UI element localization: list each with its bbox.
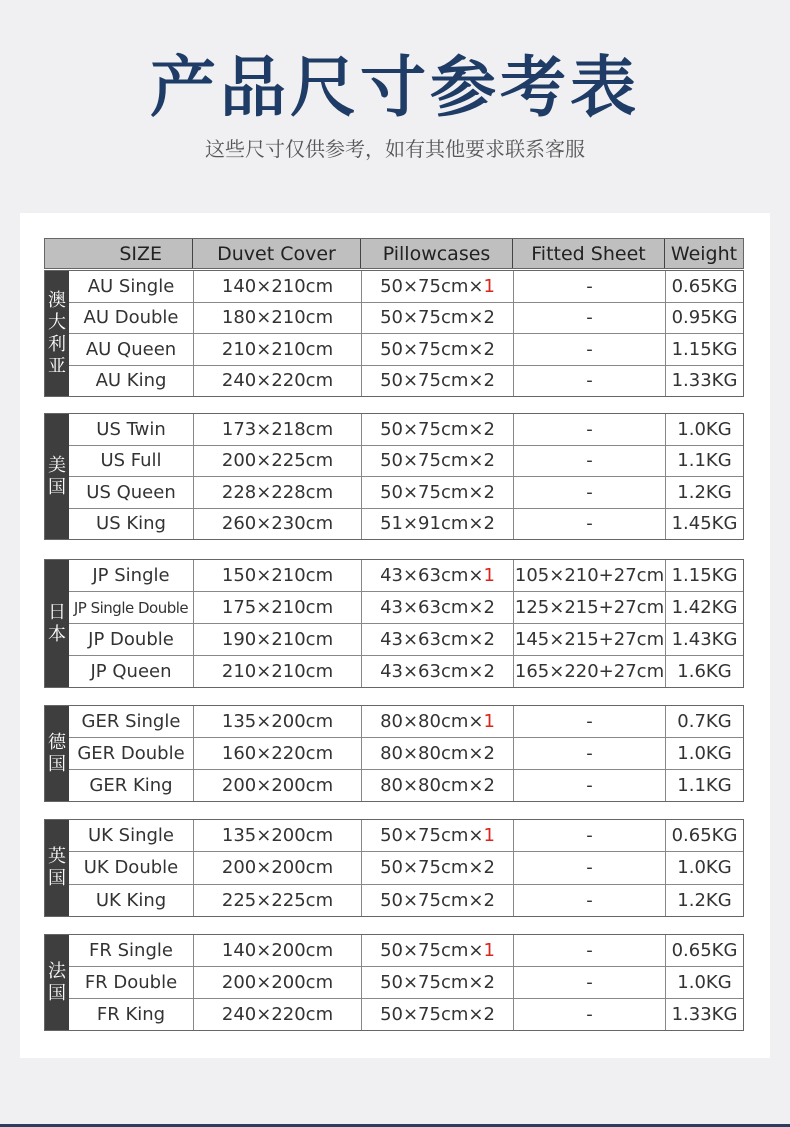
duvet-cell: 260×230cm: [193, 509, 361, 540]
table-row: [69, 560, 743, 591]
weight-cell: 0.65KG: [665, 271, 743, 302]
table-row: [69, 591, 743, 623]
size-cell: JP Queen: [90, 661, 172, 682]
pillow-cell: [361, 967, 513, 998]
size-cell: US Full: [100, 450, 162, 472]
fitted-cell: -: [513, 303, 665, 334]
pillow-quantity: 2: [483, 972, 495, 993]
size-cell: FR King: [96, 1004, 166, 1025]
pillow-cell: [361, 656, 513, 687]
pillow-quantity: 1: [483, 940, 495, 961]
table-row: [69, 737, 743, 769]
pillow-dimension: 50×75cm×: [380, 275, 484, 297]
pillow-cell: [361, 271, 513, 302]
region-char: 本: [48, 623, 66, 645]
table-row: [69, 884, 743, 916]
table-row: [69, 706, 743, 737]
weight-cell: 1.0KG: [665, 738, 743, 769]
size-cell: US Queen: [86, 481, 176, 503]
fitted-cell: -: [513, 334, 665, 365]
page-subtitle: 这些尺寸仅供参考，如有其他要求联系客服: [205, 137, 585, 161]
weight-cell: 1.15KG: [665, 334, 743, 365]
pillow-quantity: 2: [483, 418, 495, 440]
region-char: 德: [48, 731, 66, 753]
size-cell: UK Single: [87, 825, 175, 847]
fitted-cell: -: [513, 935, 665, 966]
weight-cell: 0.65KG: [665, 935, 743, 966]
table-row: [69, 820, 743, 851]
size-cell: JP Single: [92, 565, 170, 586]
duvet-cell: 150×210cm: [193, 560, 361, 591]
fitted-cell: -: [513, 477, 665, 508]
weight-cell: 0.7KG: [665, 706, 743, 737]
header-fitted-sheet: Fitted Sheet: [513, 239, 665, 268]
pillow-dimension: 80×80cm×: [380, 775, 484, 796]
weight-cell: 1.45KG: [665, 509, 743, 540]
weight-cell: 1.1KG: [665, 770, 743, 801]
duvet-cell: 140×210cm: [193, 271, 361, 302]
weight-cell: 1.42KG: [665, 592, 743, 623]
duvet-cell: 210×210cm: [193, 334, 361, 365]
fitted-cell: -: [513, 446, 665, 477]
table-header: [44, 238, 744, 269]
pillow-quantity: 2: [483, 370, 495, 392]
header-duvet-cover: Duvet Cover: [193, 239, 361, 268]
pillow-cell: [361, 624, 513, 655]
pillow-quantity: 2: [483, 307, 495, 329]
duvet-cell: 210×210cm: [193, 656, 361, 687]
pillow-cell: [361, 885, 513, 916]
weight-cell: 0.65KG: [665, 820, 743, 851]
fitted-cell: 125×215+27cm: [513, 592, 665, 623]
weight-cell: 1.0KG: [665, 967, 743, 998]
pillow-cell: [361, 446, 513, 477]
pillow-quantity: 2: [483, 661, 495, 682]
pillow-quantity: 2: [483, 338, 495, 360]
table-row: [69, 302, 743, 334]
group-ger: [44, 705, 744, 802]
region-char: 国: [48, 476, 66, 498]
pillow-dimension: 50×75cm×: [380, 857, 484, 879]
header-weight: Weight: [665, 239, 743, 268]
group-rows: [69, 271, 743, 396]
group-region-label: [45, 820, 69, 916]
fitted-cell: -: [513, 770, 665, 801]
pillow-dimension: 43×63cm×: [380, 661, 484, 682]
pillow-quantity: 2: [483, 597, 495, 618]
pillow-quantity: 1: [483, 825, 495, 847]
pillow-dimension: 43×63cm×: [380, 597, 484, 618]
size-cell: UK King: [95, 889, 167, 911]
duvet-cell: 200×200cm: [193, 967, 361, 998]
fitted-cell: -: [513, 271, 665, 302]
group-jp: [44, 559, 744, 688]
pillow-dimension: 50×75cm×: [380, 338, 484, 360]
pillow-cell: [361, 999, 513, 1030]
weight-cell: 1.1KG: [665, 446, 743, 477]
size-cell: FR Single: [89, 940, 173, 961]
table-row: [69, 655, 743, 687]
pillow-cell: [361, 560, 513, 591]
duvet-cell: 135×200cm: [193, 706, 361, 737]
pillow-cell: [361, 935, 513, 966]
header-pillowcases: Pillowcases: [361, 239, 513, 268]
weight-cell: 1.15KG: [665, 560, 743, 591]
region-char: 大: [48, 311, 66, 333]
pillow-cell: [361, 509, 513, 540]
pillow-cell: [361, 592, 513, 623]
size-cell: UK Double: [83, 857, 179, 879]
duvet-cell: 140×200cm: [193, 935, 361, 966]
region-char: 亚: [48, 355, 66, 377]
weight-cell: 1.0KG: [665, 852, 743, 883]
group-us: [44, 413, 744, 540]
weight-cell: 1.0KG: [665, 414, 743, 445]
fitted-cell: -: [513, 414, 665, 445]
fitted-cell: 145×215+27cm: [513, 624, 665, 655]
region-char: 澳: [48, 289, 66, 311]
pillow-cell: [361, 706, 513, 737]
pillow-quantity: 2: [483, 889, 495, 911]
duvet-cell: 200×200cm: [193, 770, 361, 801]
duvet-cell: 225×225cm: [193, 885, 361, 916]
pillow-dimension: 50×75cm×: [380, 418, 484, 440]
region-char: 日: [48, 601, 66, 623]
pillow-cell: [361, 770, 513, 801]
group-rows: [69, 560, 743, 687]
fitted-cell: -: [513, 366, 665, 397]
pillow-quantity: 2: [483, 1004, 495, 1025]
fitted-cell: -: [513, 706, 665, 737]
pillow-cell: [361, 303, 513, 334]
pillow-quantity: 1: [483, 711, 495, 732]
size-cell: AU Single: [87, 275, 175, 297]
group-rows: [69, 414, 743, 539]
pillow-quantity: 2: [483, 775, 495, 796]
size-cell: US King: [96, 513, 166, 535]
group-fr: [44, 934, 744, 1031]
duvet-cell: 190×210cm: [193, 624, 361, 655]
group-region-label: [45, 706, 69, 801]
header-size: SIZE: [45, 239, 193, 268]
pillow-quantity: 2: [483, 629, 495, 650]
pillow-dimension: 50×75cm×: [380, 370, 484, 392]
weight-cell: 1.33KG: [665, 366, 743, 397]
fitted-cell: -: [513, 999, 665, 1030]
pillow-dimension: 80×80cm×: [380, 743, 484, 764]
duvet-cell: 160×220cm: [193, 738, 361, 769]
duvet-cell: 200×225cm: [193, 446, 361, 477]
duvet-cell: 240×220cm: [193, 366, 361, 397]
table-row: [69, 769, 743, 801]
table-row: [69, 445, 743, 477]
pillow-cell: [361, 477, 513, 508]
size-cell: GER King: [89, 775, 173, 796]
pillow-dimension: 43×63cm×: [380, 629, 484, 650]
pillow-cell: [361, 820, 513, 851]
table-row: [69, 365, 743, 397]
region-char: 美: [48, 454, 66, 476]
table-row: [69, 508, 743, 540]
region-char: 国: [48, 982, 66, 1004]
size-cell: JP Single Double: [73, 598, 189, 617]
pillow-dimension: 50×75cm×: [380, 825, 484, 847]
group-region-label: [45, 560, 69, 687]
table-row: [69, 623, 743, 655]
fitted-cell: -: [513, 885, 665, 916]
table-row: [69, 851, 743, 883]
pillow-cell: [361, 852, 513, 883]
fitted-cell: -: [513, 967, 665, 998]
weight-cell: 1.6KG: [665, 656, 743, 687]
table-row: [69, 414, 743, 445]
duvet-cell: 175×210cm: [193, 592, 361, 623]
fitted-cell: 105×210+27cm: [513, 560, 665, 591]
group-rows: [69, 935, 743, 1030]
pillow-quantity: 2: [483, 481, 495, 503]
pillow-quantity: 1: [483, 565, 495, 586]
table-row: [69, 333, 743, 365]
size-cell: AU King: [95, 370, 167, 392]
duvet-cell: 135×200cm: [193, 820, 361, 851]
table-row: [69, 271, 743, 302]
pillow-cell: [361, 334, 513, 365]
fitted-cell: -: [513, 738, 665, 769]
pillow-dimension: 50×75cm×: [380, 1004, 484, 1025]
pillow-quantity: 1: [483, 275, 495, 297]
region-char: 利: [48, 333, 66, 355]
group-rows: [69, 706, 743, 801]
group-rows: [69, 820, 743, 916]
size-cell: FR Double: [84, 972, 178, 993]
pillow-dimension: 51×91cm×: [380, 513, 484, 535]
fitted-cell: -: [513, 852, 665, 883]
pillow-dimension: 50×75cm×: [380, 450, 484, 472]
table-row: [69, 935, 743, 966]
region-char: 英: [48, 846, 66, 867]
page-title: 产品尺寸参考表: [150, 49, 640, 126]
region-char: 国: [48, 753, 66, 775]
weight-cell: 1.2KG: [665, 885, 743, 916]
pillow-quantity: 2: [483, 513, 495, 535]
region-char: 国: [48, 868, 66, 889]
duvet-cell: 200×200cm: [193, 852, 361, 883]
weight-cell: 1.33KG: [665, 999, 743, 1030]
duvet-cell: 173×218cm: [193, 414, 361, 445]
size-cell: GER Double: [77, 743, 185, 764]
weight-cell: 1.2KG: [665, 477, 743, 508]
pillow-dimension: 50×75cm×: [380, 481, 484, 503]
pillow-cell: [361, 414, 513, 445]
group-region-label: [45, 271, 69, 396]
group-region-label: [45, 935, 69, 1030]
table-row: [69, 966, 743, 998]
fitted-cell: -: [513, 509, 665, 540]
group-au: [44, 270, 744, 397]
size-cell: AU Queen: [85, 338, 177, 360]
size-cell: AU Double: [83, 307, 179, 329]
table-row: [69, 476, 743, 508]
size-cell: JP Double: [88, 629, 174, 650]
duvet-cell: 228×228cm: [193, 477, 361, 508]
group-uk: [44, 819, 744, 917]
pillow-quantity: 2: [483, 743, 495, 764]
pillow-dimension: 50×75cm×: [380, 889, 484, 911]
pillow-dimension: 50×75cm×: [380, 307, 484, 329]
pillow-dimension: 43×63cm×: [380, 565, 484, 586]
weight-cell: 1.43KG: [665, 624, 743, 655]
weight-cell: 0.95KG: [665, 303, 743, 334]
pillow-dimension: 50×75cm×: [380, 972, 484, 993]
pillow-cell: [361, 366, 513, 397]
table-row: [69, 998, 743, 1030]
size-cell: GER Single: [81, 711, 181, 732]
pillow-dimension: 80×80cm×: [380, 711, 484, 732]
duvet-cell: 180×210cm: [193, 303, 361, 334]
group-region-label: [45, 414, 69, 539]
pillow-quantity: 2: [483, 857, 495, 879]
duvet-cell: 240×220cm: [193, 999, 361, 1030]
pillow-cell: [361, 738, 513, 769]
fitted-cell: -: [513, 820, 665, 851]
fitted-cell: 165×220+27cm: [513, 656, 665, 687]
size-cell: US Twin: [96, 418, 166, 440]
pillow-quantity: 2: [483, 450, 495, 472]
pillow-dimension: 50×75cm×: [380, 940, 484, 961]
region-char: 法: [48, 960, 66, 982]
